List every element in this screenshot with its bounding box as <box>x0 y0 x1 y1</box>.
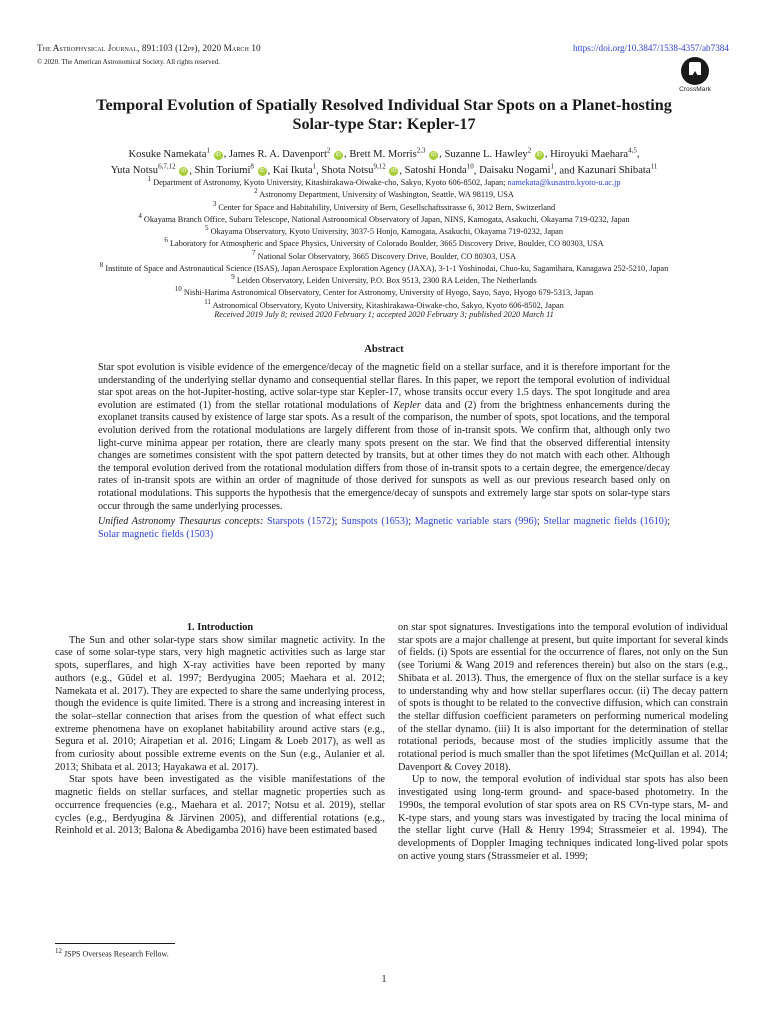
affiliation: $^8$ Institute of Space and Astronautical Science (ISAS), Japan Aerospace Exploration Agency (JAXA), 3-1-1 Yoshinodai, Chuo-ku, Sagamihara, Kanagawa 252-5210, Japan <box>99 260 669 273</box>
footnote: $^{12}$ JSPS Overseas Research Fellow. <box>55 947 169 959</box>
affiliation: $^7$ National Solar Observatory, 3665 Discovery Drive, Boulder, CO 80303, USA <box>252 248 516 261</box>
section-heading: 1. Introduction <box>186 622 254 633</box>
copyright-notice: © 2020. The American Astronomical Society. All rights reserved. <box>37 58 221 66</box>
author: James R. A. Davenport$^2$ iD <box>228 146 342 160</box>
author: Hiroyuki Maehara$^{4,5}$ <box>550 146 637 160</box>
abstract-heading: Abstract <box>364 344 404 355</box>
author-list: Kosuke Namekata$^1$ iD , James R. A. Davenport$^2$ iD , Brett M. Morris$^{2,3}$ iD , Suzanne L. Hawley$^2$ iD , Hiroyuki Maehara$^{4,5}$, Yuta Notsu$^{6,7,12}$ iD , Shin Toriumi$^8$ iD , Kai Ikuta$^1$, Shota Notsu$^{9,12}$ iD , Satoshi Honda$^{10}$, Daisaku Nogami$^1$, and Kazunari Shibata$^{11}$ <box>110 146 658 177</box>
affiliations <box>30 175 738 319</box>
body-column-left <box>55 622 385 838</box>
page-number: 1 <box>381 974 387 985</box>
paragraph: The Sun and other solar-type stars show similar magnetic activity. In the case of some solar-type stars, very high magnetic activities such as large star spots, superflares, and high X-ray activities have been reported by many authors (e.g., Güdel et al. 1997; Berdyugina 2005; Maehara et al. 2012; Namekata et al. 2017). They are expected to share the same underlying process, though the evidence is quite limited. There is a strong and increasing interest in the solar–stellar connection that arises from the question of what effect such extreme phenomena have on exoplanet habitability around active stars (e.g., Segura et al. 2010; Airapetian et al. 2016; Lingam & Loeb 2017), as well as from curiosity about possible extreme events on the Sun (e.g., Aulanier et al. 2013; Shibata et al. 2013; Hayakawa et al. 2017). <box>55 634 385 773</box>
affiliation: $^1$ Department of Astronomy, Kyoto University, Kitashirakawa-Oiwake-cho, Sakyo, Kyoto 606-8502, Japan; namekata@kusastro.kyoto-u.ac.jp <box>147 175 621 187</box>
orcid-icon[interactable]: iD <box>536 151 542 158</box>
title-line-1: Temporal Evolution of Spatially Resolved Individual Star Spots on a Planet-hosting <box>96 96 672 114</box>
paragraph: on star spot signatures. Investigations into the temporal evolution of individual star spots are a major challenge at present, but quite important for several kinds of fields. (i) Spots are essential for the occurrence of flares, not only on the Sun (see Toriumi & Wang 2019 and references therein) but also on the stars (e.g., Shibata et al. 2013). Thus, the emergence of flux on the stellar surface is a key to understanding why and how stellar superflares occur. (ii) The decay pattern of spots is thought to be related to the convective diffusion, which can constrain the stellar diffusion coefficient parameters on performing numerical modeling of the stellar dynamo. (iii) It is also important for the determination of stellar rotational periods, because most of the studies implicitly assume that the rotational period is much smaller than the spot lifetimes (McQuillan et al. 2014; Davenport & Covey 2018). <box>398 622 728 773</box>
uat-link[interactable]: Magnetic variable stars (996) <box>414 516 537 528</box>
uat-link[interactable]: Starspots (1572) <box>267 516 335 528</box>
publication-dates: Received 2019 July 8; revised 2020 February 1; accepted 2020 February 3; published 2020 March 11 <box>214 309 554 319</box>
orcid-icon[interactable]: iD <box>431 151 437 158</box>
crossmark-badge[interactable] <box>676 57 714 93</box>
uat-link[interactable]: Solar magnetic fields (1503) <box>98 528 214 540</box>
crossmark-icon <box>681 57 709 85</box>
author-email-link[interactable]: namekata@kusastro.kyoto-u.ac.jp <box>507 177 621 187</box>
author: Kazunari Shibata$^{11}$ <box>577 162 658 177</box>
crossmark-label: CrossMark <box>679 86 711 93</box>
abstract-body <box>98 362 670 541</box>
author: Shota Notsu$^{9,12}$ iD <box>321 162 397 177</box>
affiliation: $^2$ Astronomy Department, University of Washington, Seattle, WA 98119, USA <box>254 187 514 200</box>
orcid-icon[interactable]: iD <box>215 151 221 158</box>
affiliation: $^3$ Center for Space and Habitability, University of Bern, Gesellschaftsstrasse 6, 3012 Bern, Switzerland <box>212 199 556 212</box>
abstract-text: Star spot evolution is visible evidence of the emergence/decay of the magnetic field on a stellar surface, and it is therefore important for the understanding of the underlying stellar dynamo and consequential stellar flares. In this paper, we report the temporal evolution of individual star spot areas on the hot-Jupiter-hosting, active solar-type star Kepler-17, whose transits occur every 1.5 days. The spot longitude and area evolution are estimated (1) from the stellar rotational modulations of Kepler data and (2) from the brightness enhancements during the exoplanet transits caused by existence of large star spots. As a result of the comparison, the number of spots, spot locations, and the temporal evolution derived from the rotational modulations are largely different from those of in-transit spots. We confirm that, although only two light-curve minima appear per rotation, there are clearly many spots present on the star. We find that the observed differential intensity changes are sometimes consistent with the spot pattern detected by transits, but at other times they do not match with each other. Although the temporal evolution derived from the rotational modulation differs from those of in-transit spots to a certain degree, the emergence/decay rates of in-transit spots are within an order of magnitude of those derived for sunspots as well as our previous research based only on rotational modulations. This supports the hypothesis that the emergence/decay of sunspots and extremely large star spots on solar-type stars occur through the same underlying processes. <box>98 362 670 512</box>
orcid-icon[interactable]: iD <box>335 151 342 158</box>
affiliation: $^4$ Okayama Branch Office, Subaru Telescope, National Astronomical Observatory of Japan, NINS, Kamogata, Asakuchi, Okayama 719-0232, Japan <box>138 211 630 224</box>
author: Suzanne L. Hawley$^2$ iD <box>444 146 542 160</box>
author: Kai Ikuta$^1$ <box>272 162 317 177</box>
affiliation: $^{11}$ Astronomical Observatory, Kyoto University, Kitashirakawa-Oiwake-cho, Sakyo, Kyoto 606-8502, Japan <box>204 297 564 310</box>
paragraph: Up to now, the temporal evolution of individual star spots has also been investigated using long-term ground- and space-based photometry. In the 1990s, the temporal evolution of star spots area on RS CVn-type stars, M- and K-type stars, and young stars was investigated by tracing the local minima of the stellar light curve (Hall & Henry 1994; Strassmeier et al. 1994). The developments of Doppler Imaging techniques indicated long-lived polar spots on active young stars (Strassmeier et al. 1999; <box>398 774 728 862</box>
affiliation: $^{10}$ Nishi-Harima Astronomical Observatory, Center for Astronomy, University of Hyogo, Sayo, Sayo, Hyogo 679-5313, Japan <box>174 285 594 298</box>
author: Kosuke Namekata$^1$ iD <box>128 146 221 160</box>
author: Brett M. Morris$^{2,3}$ iD <box>349 146 437 160</box>
orcid-icon[interactable]: iD <box>391 168 397 175</box>
author: Daisaku Nogami$^1$ <box>479 162 555 177</box>
body-column-right <box>398 622 728 863</box>
author: Satoshi Honda$^{10}$ <box>404 162 474 177</box>
author: Yuta Notsu$^{6,7,12}$ iD <box>110 162 187 177</box>
orcid-icon[interactable]: iD <box>181 168 187 175</box>
author: Shin Toriumi$^8$ iD <box>194 162 265 177</box>
uat-concepts: Unified Astronomy Thesaurus concepts: Starspots (1572); Sunspots (1653); Magnetic variable stars (996); Stellar magnetic fields (1610); Solar magnetic fields (1503) <box>98 516 671 540</box>
affiliation: $^6$ Laboratory for Atmospheric and Space Physics, University of Colorado Boulder, 3665 Discovery Drive, Boulder, CO 80303, USA <box>164 236 604 249</box>
uat-link[interactable]: Sunspots (1653) <box>341 516 409 528</box>
journal-citation: The Astrophysical Journal, 891:103 (12pp), 2020 March 10 <box>37 43 261 53</box>
doi-link[interactable]: https://doi.org/10.3847/1538-4357/ab7384 <box>572 43 729 53</box>
affiliation: $^5$ Okayama Observatory, Kyoto University, 3037-5 Honjo, Kamogata, Asakuchi, Okayama 719-0232, Japan <box>205 224 563 236</box>
title-line-2: Solar-type Star: Kepler-17 <box>292 115 476 133</box>
paragraph: Star spots have been investigated as the visible manifestations of the magnetic fields on stellar surfaces, and stellar magnetic properties such as occurrence frequencies (e.g., Maehara et al. 2017; Notsu et al. 2019), stellar cycles (e.g., Berdyugina & Järvinen 2005), and differential rotations (e.g., Reinhold et al. 2013; Balona & Abedigamba 2016) have been estimated based <box>55 774 385 837</box>
uat-link[interactable]: Stellar magnetic fields (1610) <box>543 516 668 528</box>
orcid-icon[interactable]: iD <box>259 168 265 175</box>
affiliation: $^9$ Leiden Observatory, Leiden University, P.O. Box 9513, 2300 RA Leiden, The Netherlands <box>231 273 537 285</box>
footnote-rule <box>55 943 175 944</box>
paper-title <box>40 96 728 134</box>
